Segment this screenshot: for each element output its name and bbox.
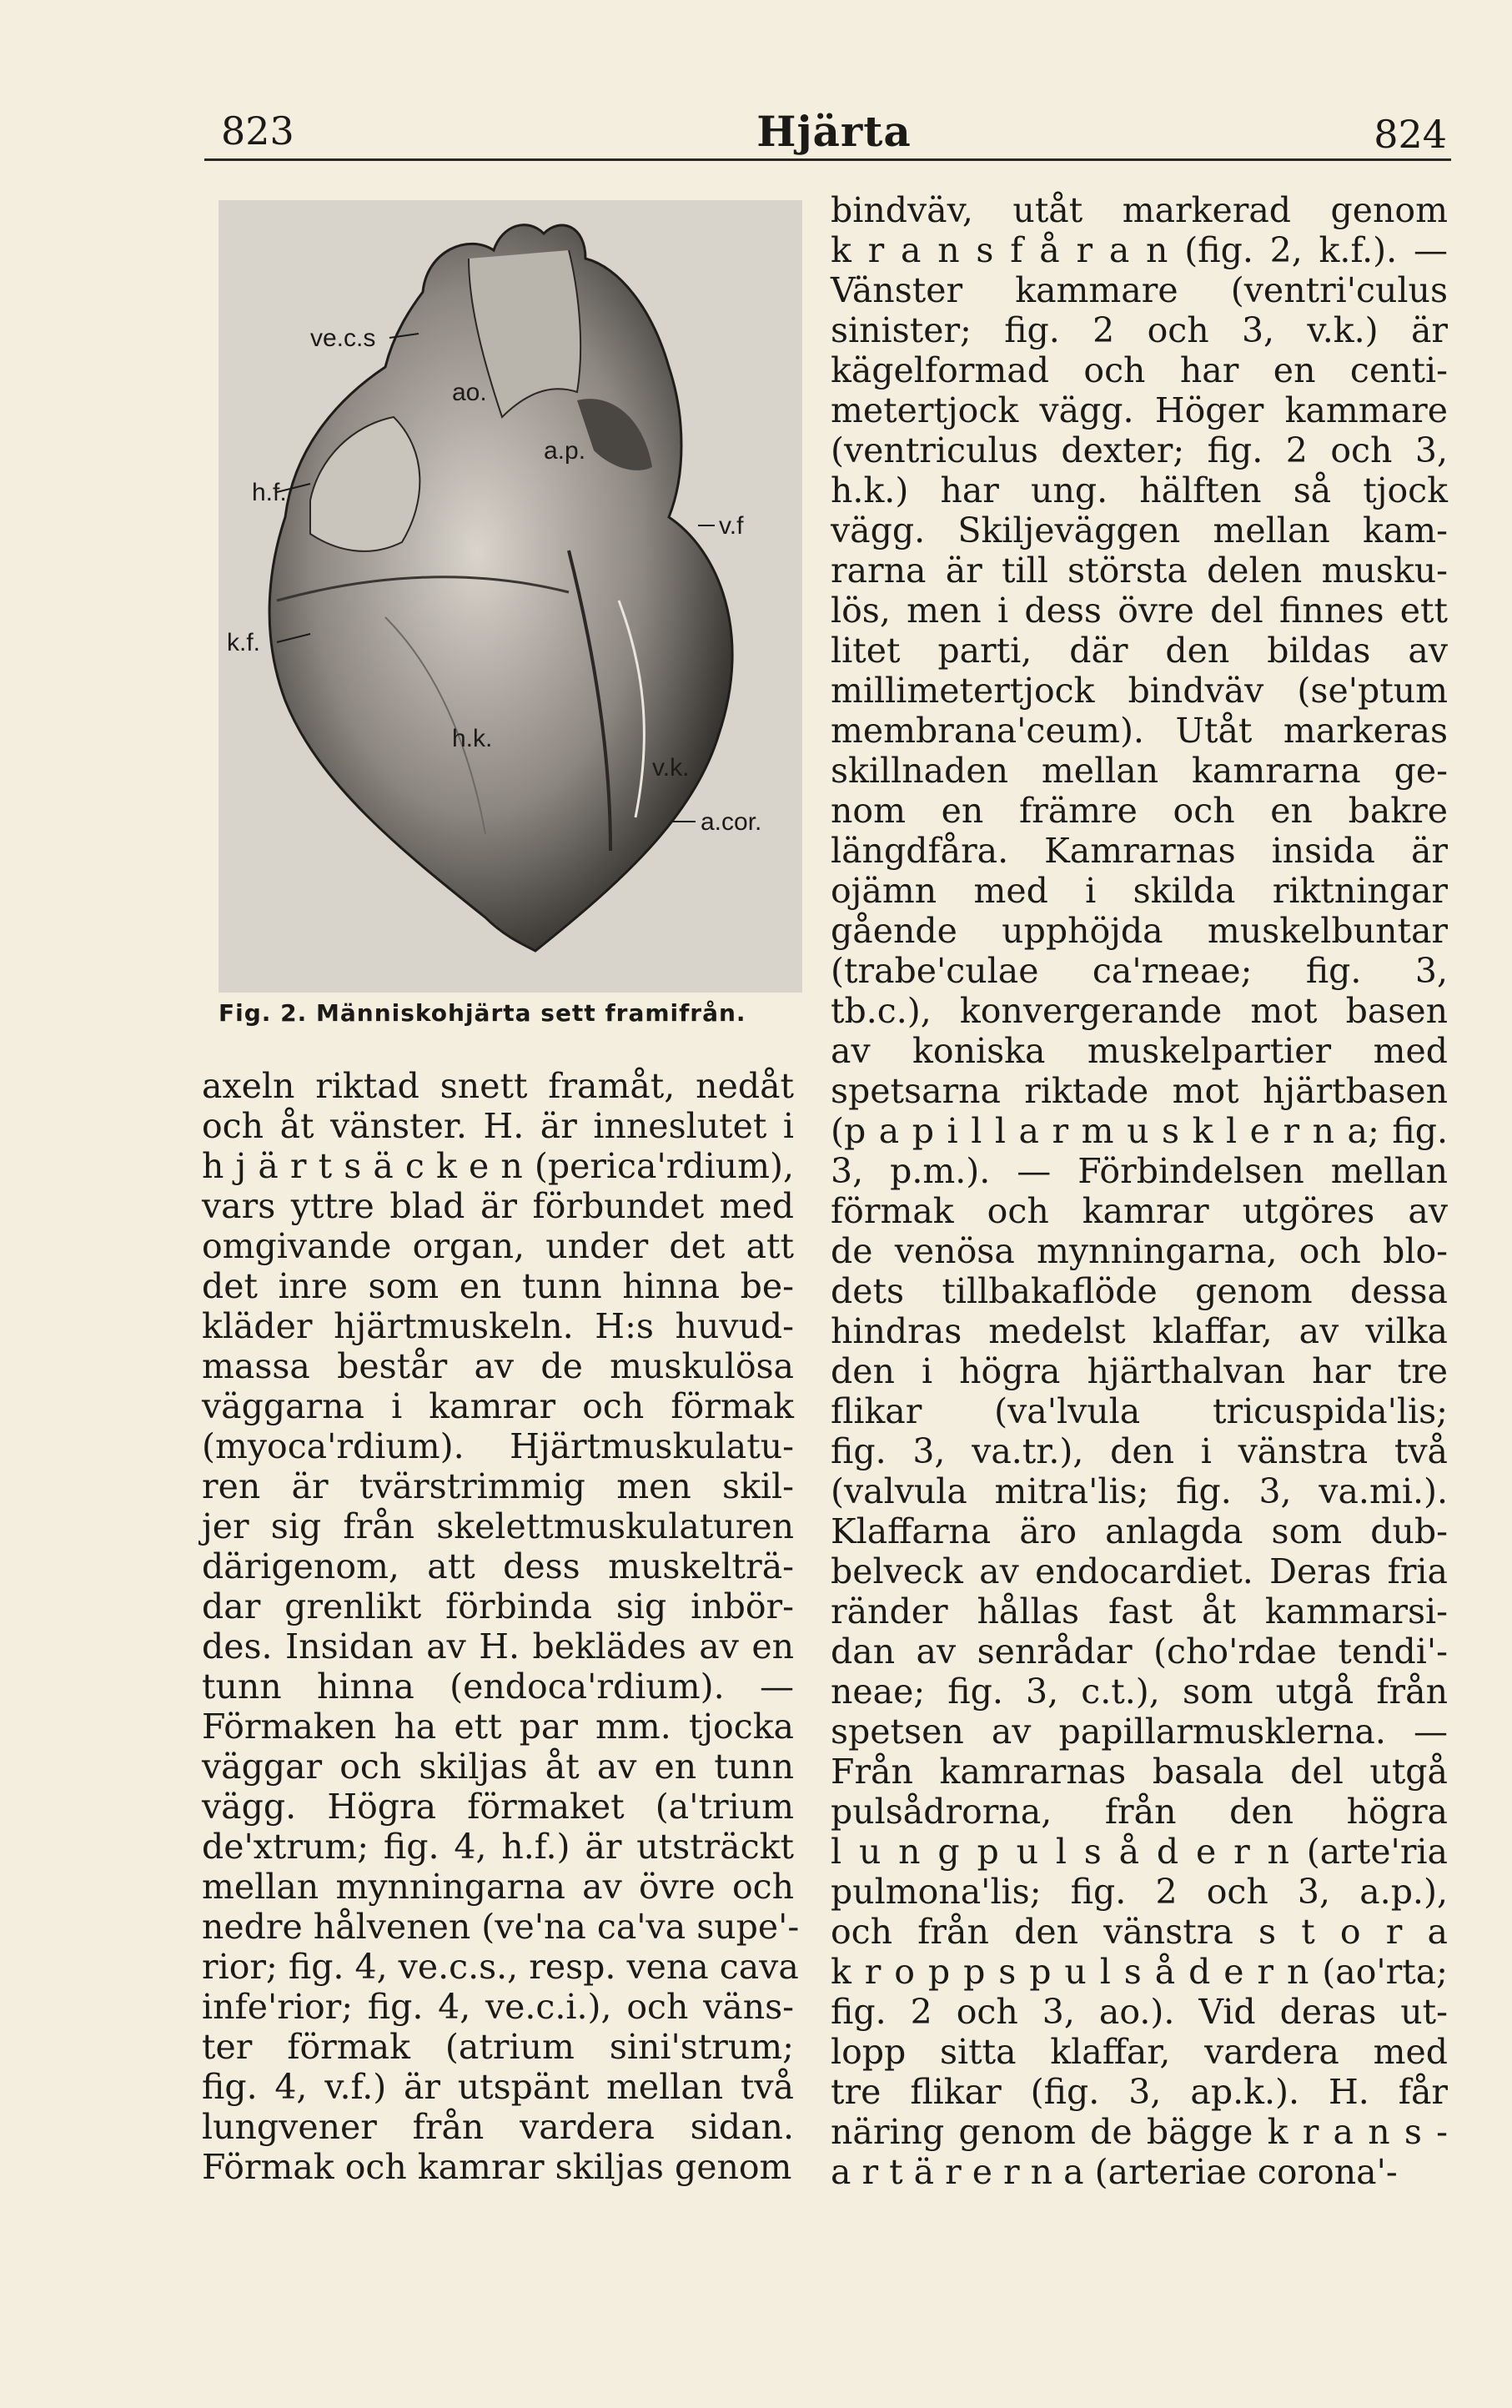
- text-line: dan av senrådar (cho'rdae tendi'-: [831, 1631, 1448, 1672]
- text-line: nedre hålvenen (ve'na ca'va supe'-: [202, 1907, 800, 1947]
- text-line: fig. 4, v.f.) är utspänt mellan två: [202, 2067, 794, 2107]
- text-line: flikar (va'lvula tricuspida'lis;: [831, 1391, 1448, 1431]
- text-line: a r t ä r e r n a (arteriae corona'-: [831, 2152, 1398, 2192]
- text-line: (ventriculus dexter; fig. 2 och 3,: [831, 430, 1448, 470]
- figure-caption: Fig. 2. Människohjärta sett framifrån.: [219, 999, 746, 1027]
- text-line: (valvula mitra'lis; fig. 3, va.mi.).: [831, 1471, 1448, 1511]
- text-line: och åt vänster. H. är inneslutet i: [202, 1106, 794, 1146]
- text-line: l u n g p u l s å d e r n (arte'ria: [831, 1832, 1448, 1872]
- label-vk: v.k.: [652, 754, 690, 782]
- heart-illustration: [219, 200, 802, 993]
- text-line: h j ä r t s ä c k e n (perica'rdium),: [202, 1146, 794, 1186]
- text-line: fig. 2 och 3, ao.). Vid deras ut-: [831, 1992, 1448, 2032]
- label-vecs: ve.c.s: [310, 324, 376, 352]
- text-line: ränder hållas fast åt kammarsi-: [831, 1591, 1448, 1631]
- text-line: membrana'ceum). Utåt markeras: [831, 711, 1448, 751]
- label-vf: v.f: [719, 512, 744, 540]
- text-line: tb.c.), konvergerande mot basen: [831, 991, 1448, 1031]
- text-line: k r a n s f å r a n (fig. 2, k.f.). —: [831, 230, 1448, 270]
- text-line: millimetertjock bindväv (se'ptum: [831, 671, 1448, 711]
- text-line: dets tillbakaflöde genom dessa: [831, 1271, 1448, 1311]
- text-line: förmak och kamrar utgöres av: [831, 1191, 1448, 1231]
- text-line: av koniska muskelpartier med: [831, 1031, 1448, 1071]
- heart-figure: [219, 200, 802, 993]
- page-title: Hjärta: [756, 107, 912, 156]
- text-line: dar grenlikt förbinda sig inbör-: [202, 1586, 794, 1626]
- text-line: massa består av de muskulösa: [202, 1346, 794, 1386]
- text-line: hindras medelst klaffar, av vilka: [831, 1311, 1448, 1351]
- text-line: kägelformad och har en centi-: [831, 350, 1448, 390]
- text-line: (myoca'rdium). Hjärtmuskulatu-: [202, 1426, 794, 1466]
- text-line: litet parti, där den bildas av: [831, 631, 1448, 671]
- text-line: näring genom de bägge k r a n s -: [831, 2112, 1448, 2152]
- text-line: ter förmak (atrium sini'strum;: [202, 2027, 794, 2067]
- text-line: lopp sitta klaffar, vardera med: [831, 2032, 1448, 2072]
- text-line: den i högra hjärthalvan har tre: [831, 1351, 1448, 1391]
- text-line: spetsen av papillarmusklerna. —: [831, 1712, 1448, 1752]
- text-line: tunn hinna (endoca'rdium). —: [202, 1666, 794, 1707]
- text-line: och från den vänstra s t o r a: [831, 1912, 1448, 1952]
- text-line: omgivande organ, under det att: [202, 1226, 794, 1266]
- label-acor: a.cor.: [701, 808, 762, 836]
- text-line: sinister; fig. 2 och 3, v.k.) är: [831, 310, 1448, 350]
- text-line: väggar och skiljas åt av en tunn: [202, 1747, 794, 1787]
- label-hk: h.k.: [452, 725, 493, 752]
- text-line: bindväv, utåt markerad genom: [831, 190, 1448, 230]
- text-line: metertjock vägg. Höger kammare: [831, 390, 1448, 430]
- text-line: vars yttre blad är förbundet med: [202, 1186, 794, 1226]
- text-line: kläder hjärtmuskeln. H:s huvud-: [202, 1306, 794, 1346]
- text-line: Förmak och kamrar skiljas genom: [202, 2147, 792, 2187]
- text-line: belveck av endocardiet. Deras fria: [831, 1551, 1448, 1591]
- text-line: h.k.) har ung. hälften så tjock: [831, 470, 1448, 510]
- page-number-right: 824: [1374, 112, 1447, 157]
- text-line: axeln riktad snett framåt, nedåt: [202, 1066, 794, 1106]
- text-line: skillnaden mellan kamrarna ge-: [831, 751, 1448, 791]
- header-rule: [204, 158, 1451, 161]
- text-line: 3, p.m.). — Förbindelsen mellan: [831, 1151, 1448, 1191]
- text-line: Klaffarna äro anlagda som dub-: [831, 1511, 1448, 1551]
- left-column: [202, 1066, 800, 2187]
- text-line: väggarna i kamrar och förmak: [202, 1386, 794, 1426]
- right-column: [831, 190, 1448, 2192]
- label-kf: k.f.: [227, 629, 261, 656]
- text-line: rior; fig. 4, ve.c.s., resp. vena cava: [202, 1947, 799, 1987]
- text-line: därigenom, att dess muskelträ-: [202, 1546, 794, 1586]
- text-line: fig. 3, va.tr.), den i vänstra två: [831, 1431, 1448, 1471]
- text-line: Vänster kammare (ventri'culus: [831, 270, 1448, 310]
- text-line: Från kamrarnas basala del utgå: [831, 1752, 1448, 1792]
- text-line: vägg. Skiljeväggen mellan kam-: [831, 510, 1448, 550]
- text-line: tre flikar (fig. 3, ap.k.). H. får: [831, 2072, 1448, 2112]
- text-line: mellan mynningarna av övre och: [202, 1867, 794, 1907]
- text-line: neae; fig. 3, c.t.), som utgå från: [831, 1672, 1448, 1712]
- label-ao: ao.: [452, 379, 487, 406]
- label-hf: h.f.: [252, 479, 287, 506]
- text-line: spetsarna riktade mot hjärtbasen: [831, 1071, 1448, 1111]
- text-line: lungvener från vardera sidan.: [202, 2107, 794, 2147]
- text-line: vägg. Högra förmaket (a'trium: [202, 1787, 794, 1827]
- text-line: nom en främre och en bakre: [831, 791, 1448, 831]
- text-line: Förmaken ha ett par mm. tjocka: [202, 1707, 794, 1747]
- text-line: (trabe'culae ca'rneae; fig. 3,: [831, 951, 1448, 991]
- text-line: jer sig från skelettmuskulaturen: [202, 1506, 794, 1546]
- text-line: pulmona'lis; fig. 2 och 3, a.p.),: [831, 1872, 1448, 1912]
- text-line: ren är tvärstrimmig men skil-: [202, 1466, 794, 1506]
- text-line: k r o p p s p u l s å d e r n (ao'rta;: [831, 1952, 1448, 1992]
- text-line: infe'rior; fig. 4, ve.c.i.), och väns-: [202, 1987, 794, 2027]
- text-line: gående upphöjda muskelbuntar: [831, 911, 1448, 951]
- text-line: ojämn med i skilda riktningar: [831, 871, 1448, 911]
- text-line: pulsådrorna, från den högra: [831, 1792, 1448, 1832]
- page-header: [221, 100, 1447, 167]
- text-line: des. Insidan av H. beklädes av en: [202, 1626, 794, 1666]
- text-line: lös, men i dess övre del finnes ett: [831, 591, 1448, 631]
- text-line: längdfåra. Kamrarnas insida är: [831, 831, 1448, 871]
- text-line: rarna är till största delen musku-: [831, 550, 1448, 591]
- label-ap: a.p.: [544, 437, 586, 465]
- page-number-left: 823: [221, 108, 294, 153]
- text-line: (p a p i l l a r m u s k l e r n a; fig.: [831, 1111, 1448, 1151]
- text-line: de'xtrum; fig. 4, h.f.) är utsträckt: [202, 1827, 794, 1867]
- text-line: de venösa mynningarna, och blo-: [831, 1231, 1448, 1271]
- text-line: det inre som en tunn hinna be-: [202, 1266, 794, 1306]
